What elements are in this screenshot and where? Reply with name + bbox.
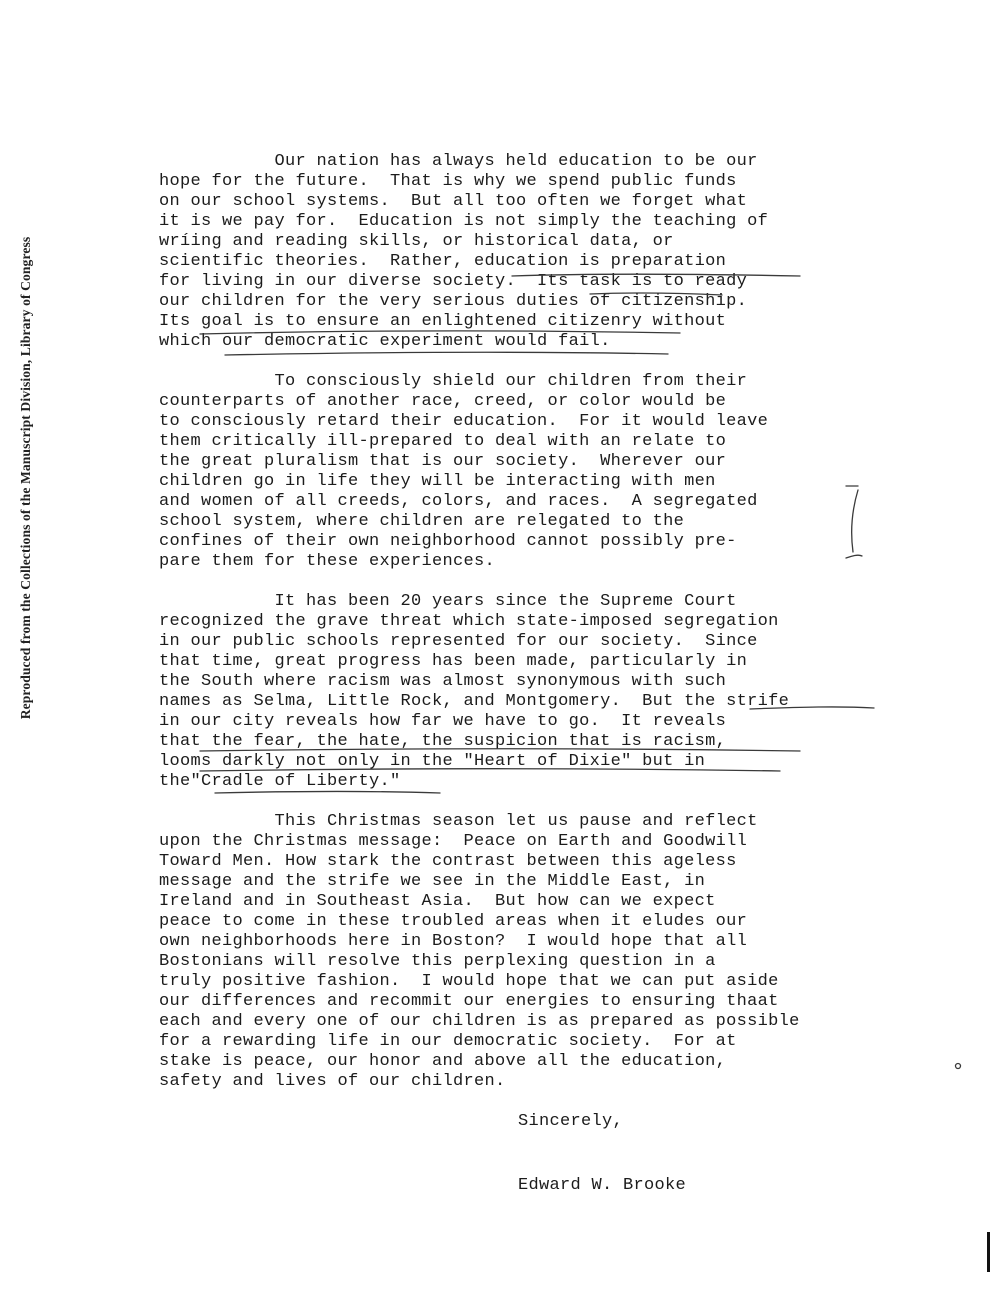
text-line: for a rewarding life in our democratic society. For at (159, 1032, 737, 1051)
text-line: that time, great progress has been made, particularly in (159, 652, 748, 671)
text-line: It has been 20 years since the Supreme Court (159, 592, 737, 611)
closing-salutation: Sincerely, (518, 1112, 624, 1131)
stray-ink-dot (956, 1064, 961, 1069)
text-line: confines of their own neighborhood cannot possibly pre- (159, 532, 737, 551)
paragraph-christmas (159, 812, 919, 1092)
text-line: it is we pay for. Education is not simply the teaching of (159, 212, 769, 231)
text-line: peace to come in these troubled areas when it eludes our (159, 912, 748, 931)
text-line: that the fear, the hate, the suspicion that is racism, (159, 732, 727, 751)
text-line: our children for the very serious duties of citizenship. (159, 292, 748, 311)
text-line: scientific theories. Rather, education is preparation (159, 252, 727, 271)
paragraph-education (159, 152, 919, 352)
text-line: them critically ill-prepared to deal with an relate to (159, 432, 727, 451)
text-line: the great pluralism that is our society. Wherever our (159, 452, 727, 471)
text-line: pare them for these experiences. (159, 552, 496, 571)
text-line: the"Cradle of Liberty." (159, 772, 401, 791)
text-line: which our democratic experiment would fail. (159, 332, 611, 351)
text-line: own neighborhoods here in Boston? I would hope that all (159, 932, 748, 951)
text-line: looms darkly not only in the "Heart of Dixie" but in (159, 752, 706, 771)
text-line: in our city reveals how far we have to go. It reveals (159, 712, 727, 731)
text-line: children go in life they will be interacting with men (159, 472, 716, 491)
text-line: message and the strife we see in the Middle East, in (159, 872, 706, 891)
text-line: on our school systems. But all too often we forget what (159, 192, 748, 211)
text-line: stake is peace, our honor and above all the education, (159, 1052, 727, 1071)
edge-bar-mark (987, 1232, 990, 1272)
text-line: and women of all creeds, colors, and races. A segregated (159, 492, 758, 511)
text-line: Toward Men. How stark the contrast between this ageless (159, 852, 737, 871)
signature-name: Edward W. Brooke (518, 1176, 687, 1195)
text-line: safety and lives of our children. (159, 1072, 506, 1091)
text-line: upon the Christmas message: Peace on Earth and Goodwill (159, 832, 748, 851)
text-line: Its goal is to ensure an enlightened citizenry without (159, 312, 727, 331)
text-line: Ireland and in Southeast Asia. But how can we expect (159, 892, 716, 911)
letter-body (159, 152, 919, 1112)
text-line: Our nation has always held education to be our (159, 152, 758, 171)
text-line: the South where racism was almost synonymous with such (159, 672, 727, 691)
text-line: recognized the grave threat which state-imposed segregation (159, 612, 779, 631)
text-line: Bostonians will resolve this perplexing question in a (159, 952, 716, 971)
text-line: names as Selma, Little Rock, and Montgomery. But the strife (159, 692, 790, 711)
text-line: each and every one of our children is as prepared as possible (159, 1012, 800, 1031)
paragraph-segregation (159, 372, 919, 572)
text-line: school system, where children are relegated to the (159, 512, 685, 531)
text-line: wríing and reading skills, or historical data, or (159, 232, 674, 251)
text-line: To consciously shield our children from their (159, 372, 748, 391)
text-line: in our public schools represented for our society. Since (159, 632, 758, 651)
text-line: to consciously retard their education. For it would leave (159, 412, 769, 431)
text-line: truly positive fashion. I would hope that we can put aside (159, 972, 779, 991)
paragraph-supreme-court (159, 592, 919, 792)
text-line: hope for the future. That is why we spend public funds (159, 172, 737, 191)
text-line: counterparts of another race, creed, or color would be (159, 392, 727, 411)
archive-credit-text: Reproduced from the Collections of the Manuscript Division, Library of Congress (18, 236, 33, 720)
text-line: our differences and recommit our energies to ensuring thaat (159, 992, 779, 1011)
text-line: for living in our diverse society. Its task is to ready (159, 272, 748, 291)
text-line: This Christmas season let us pause and reflect (159, 812, 758, 831)
